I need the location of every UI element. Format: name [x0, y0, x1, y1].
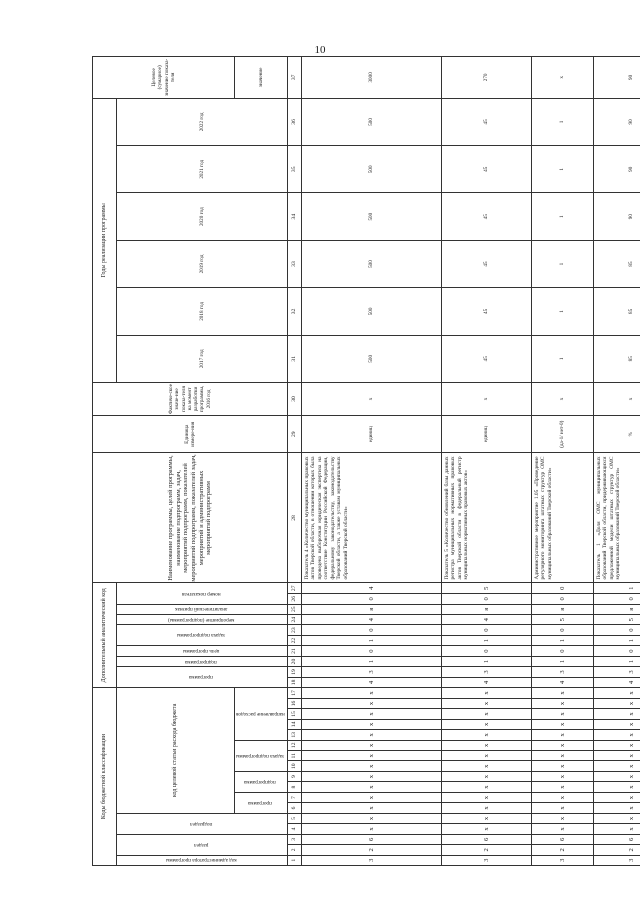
- code-cell: 0: [594, 625, 640, 635]
- year-value-cell: 85: [594, 240, 640, 287]
- code-cell: я: [442, 604, 532, 614]
- year-value-cell: 45: [442, 193, 532, 240]
- code-cell: x: [594, 813, 640, 823]
- unit-cell: %: [594, 416, 640, 453]
- fact-value-column-header: Фактиче-ское значе-ние показа-теля на момент разработки программы, 2016 год: [93, 382, 288, 415]
- rotated-table-wrapper: [92, 56, 640, 866]
- analytic-attr-header: аналитический признак: [117, 604, 288, 614]
- col-number: 20: [288, 656, 302, 666]
- total-value-cell: 270: [442, 57, 532, 99]
- code-cell: x: [442, 719, 532, 729]
- code-cell: x: [594, 688, 640, 699]
- code-cell: x: [532, 792, 594, 802]
- table-row: [442, 57, 532, 866]
- code-cell: x: [302, 761, 442, 771]
- year-value-cell: 500: [302, 240, 442, 287]
- code-cell: x: [594, 709, 640, 719]
- code-cell: 6: [442, 834, 532, 844]
- year-value-cell: 1: [532, 146, 594, 193]
- year-value-cell: 45: [442, 146, 532, 193]
- code-cell: я: [594, 604, 640, 614]
- code-cell: 2: [532, 845, 594, 855]
- code-cell: x: [532, 824, 594, 834]
- col-number: 12: [288, 740, 302, 750]
- code-cell: x: [442, 771, 532, 781]
- year-value-cell: 45: [442, 240, 532, 287]
- unit-cell: единиц: [302, 416, 442, 453]
- code-cell: x: [442, 740, 532, 750]
- code-cell: 3: [302, 855, 442, 865]
- code-cell: 0: [532, 583, 594, 594]
- code-cell: x: [302, 740, 442, 750]
- code-cell: 2: [594, 845, 640, 855]
- analytic-measure-header: мероприятие (подпрограммы): [117, 614, 288, 624]
- code-cell: x: [302, 824, 442, 834]
- code-cell: 3: [594, 855, 640, 865]
- analytic-code-header: Дополнительный аналитический код: [93, 583, 117, 688]
- year-value-cell: 90: [594, 146, 640, 193]
- col-number: 34: [288, 193, 302, 240]
- indicator-name: Показатель 1 «Доля ОМС муниципальных образований Тверской области, придерживающихся предложенной модели штатных структур ОМС муниципальных образований Тверской области»: [594, 453, 640, 583]
- col-number: 10: [288, 761, 302, 771]
- fact-value-cell: x: [594, 382, 640, 415]
- code-cell: 4: [302, 583, 442, 594]
- code-cell: я: [302, 604, 442, 614]
- code-cell: 0: [302, 594, 442, 604]
- code-cell: x: [302, 730, 442, 740]
- code-cell: x: [594, 751, 640, 761]
- year-header-2022: 2022 год: [117, 98, 288, 145]
- col-number: 3: [288, 834, 302, 844]
- code-cell: x: [442, 761, 532, 771]
- code-cell: x: [532, 740, 594, 750]
- admin-code-header: код администратора программы: [117, 855, 288, 865]
- col-number: 33: [288, 240, 302, 287]
- col-number: 5: [288, 813, 302, 823]
- col-number: 16: [288, 698, 302, 708]
- col-number: 36: [288, 98, 302, 145]
- code-cell: 0: [302, 646, 442, 656]
- code-cell: я: [532, 604, 594, 614]
- code-cell: x: [442, 698, 532, 708]
- code-cell: 0: [532, 594, 594, 604]
- target-article-header: код целевой статьи расхода бюджета: [117, 688, 235, 814]
- code-cell: 4: [594, 677, 640, 687]
- col-number: 8: [288, 782, 302, 792]
- year-value-cell: 85: [594, 288, 640, 335]
- year-value-cell: 500: [302, 288, 442, 335]
- col-number: 17: [288, 688, 302, 699]
- code-cell: x: [532, 803, 594, 813]
- code-cell: x: [532, 719, 594, 729]
- year-value-cell: 1: [532, 288, 594, 335]
- code-cell: x: [594, 782, 640, 792]
- year-value-cell: 90: [594, 193, 640, 240]
- year-value-cell: 45: [442, 98, 532, 145]
- column-numbers-row: [288, 57, 302, 866]
- analytic-task-header: задача подпрограммы: [117, 625, 288, 646]
- col-number: 13: [288, 730, 302, 740]
- code-cell: 5: [442, 583, 532, 594]
- header-row-groups: [93, 57, 117, 866]
- year-value-cell: 1: [532, 193, 594, 240]
- year-value-cell: 500: [302, 146, 442, 193]
- code-cell: x: [302, 698, 442, 708]
- code-cell: 0: [442, 646, 532, 656]
- col-number: 24: [288, 614, 302, 624]
- code-cell: 5: [594, 614, 640, 624]
- code-cell: 3: [532, 667, 594, 677]
- col-number: 35: [288, 146, 302, 193]
- col-number: 26: [288, 594, 302, 604]
- code-cell: 0: [442, 594, 532, 604]
- code-cell: x: [442, 730, 532, 740]
- code-cell: x: [594, 824, 640, 834]
- code-cell: 4: [302, 677, 442, 687]
- year-header-2021: 2021 год: [117, 146, 288, 193]
- col-number: 19: [288, 667, 302, 677]
- code-cell: x: [594, 792, 640, 802]
- code-cell: x: [594, 771, 640, 781]
- target-task-header: задача подпрограммы: [235, 740, 288, 771]
- code-cell: x: [302, 803, 442, 813]
- col-number: 32: [288, 288, 302, 335]
- col-number: 31: [288, 335, 302, 382]
- code-cell: 6: [594, 834, 640, 844]
- code-cell: x: [594, 761, 640, 771]
- code-cell: 1: [594, 656, 640, 666]
- code-cell: 3: [442, 855, 532, 865]
- page-number: 10: [314, 44, 326, 56]
- budget-codes-header: Коды бюджетной классификации: [93, 688, 117, 866]
- subsection-header: подраздел: [117, 813, 288, 834]
- total-value-cell: 3000: [302, 57, 442, 99]
- target-direction-header: направление расходов: [235, 688, 288, 740]
- name-column-header: Наименование программы, целей программы, наименование подпрограмм, задач, мероприятий подпрограмм, показателей мероприятий подпрограмм, показателей задач, мероприятий и административных мероприятий подпрограмм: [93, 453, 288, 583]
- code-cell: x: [442, 782, 532, 792]
- year-header-2019: 2019 год: [117, 240, 288, 287]
- col-number: 27: [288, 583, 302, 594]
- col-number: 25: [288, 604, 302, 614]
- code-cell: 1: [532, 656, 594, 666]
- code-cell: x: [442, 803, 532, 813]
- section-header: раздел: [117, 834, 288, 855]
- code-cell: x: [532, 688, 594, 699]
- total-sub-header: значение: [235, 57, 288, 99]
- code-cell: 3: [594, 667, 640, 677]
- code-cell: x: [302, 688, 442, 699]
- total-value-cell: x: [532, 57, 594, 99]
- col-number: 9: [288, 771, 302, 781]
- code-cell: x: [532, 761, 594, 771]
- code-cell: 0: [532, 646, 594, 656]
- fact-value-cell: x: [442, 382, 532, 415]
- col-number: 29: [288, 416, 302, 453]
- year-value-cell: 500: [302, 193, 442, 240]
- fact-value-cell: x: [302, 382, 442, 415]
- code-cell: 5: [532, 614, 594, 624]
- code-cell: 1: [594, 635, 640, 645]
- year-value-cell: 500: [302, 335, 442, 382]
- code-cell: x: [594, 740, 640, 750]
- code-cell: 1: [532, 635, 594, 645]
- col-number: 7: [288, 792, 302, 802]
- code-cell: 1: [594, 583, 640, 594]
- code-cell: x: [532, 771, 594, 781]
- code-cell: 4: [442, 614, 532, 624]
- analytic-program-header: программа: [117, 667, 288, 688]
- year-header-2020: 2020 год: [117, 193, 288, 240]
- table-row: [532, 57, 594, 866]
- year-header-2018: 2018 год: [117, 288, 288, 335]
- code-cell: 0: [594, 594, 640, 604]
- code-cell: x: [532, 709, 594, 719]
- code-cell: x: [302, 719, 442, 729]
- col-number: 15: [288, 709, 302, 719]
- year-value-cell: 45: [442, 335, 532, 382]
- code-cell: x: [594, 719, 640, 729]
- col-number: 30: [288, 382, 302, 415]
- code-cell: x: [532, 813, 594, 823]
- total-value-cell: 90: [594, 57, 640, 99]
- program-indicators-table: [92, 56, 640, 866]
- code-cell: x: [532, 751, 594, 761]
- year-value-cell: 90: [594, 98, 640, 145]
- year-header-2017: 2017 год: [117, 335, 288, 382]
- col-number: 1: [288, 855, 302, 865]
- analytic-goal-header: цель программы: [117, 646, 288, 656]
- col-number: 14: [288, 719, 302, 729]
- code-cell: 3: [442, 667, 532, 677]
- code-cell: x: [442, 751, 532, 761]
- code-cell: x: [532, 782, 594, 792]
- code-cell: 4: [532, 677, 594, 687]
- col-number: 2: [288, 845, 302, 855]
- col-number: 23: [288, 625, 302, 635]
- code-cell: x: [594, 730, 640, 740]
- col-number: 28: [288, 453, 302, 583]
- code-cell: 1: [442, 656, 532, 666]
- year-value-cell: 1: [532, 98, 594, 145]
- code-cell: 1: [302, 656, 442, 666]
- code-cell: 6: [532, 834, 594, 844]
- code-cell: x: [302, 709, 442, 719]
- code-cell: x: [442, 813, 532, 823]
- year-value-cell: 85: [594, 335, 640, 382]
- code-cell: 3: [532, 855, 594, 865]
- code-cell: 4: [442, 677, 532, 687]
- code-cell: 1: [442, 635, 532, 645]
- code-cell: x: [302, 782, 442, 792]
- target-program-header: программа: [235, 792, 288, 813]
- code-cell: x: [594, 803, 640, 813]
- code-cell: 3: [302, 667, 442, 677]
- code-cell: x: [302, 813, 442, 823]
- col-number: 11: [288, 751, 302, 761]
- fact-value-cell: x: [532, 382, 594, 415]
- code-cell: 0: [302, 625, 442, 635]
- code-cell: 0: [594, 646, 640, 656]
- unit-cell: (да-1/ нет-0): [532, 416, 594, 453]
- analytic-subprogram-header: подпрограмма: [117, 656, 288, 666]
- year-value-cell: 1: [532, 240, 594, 287]
- col-number: 21: [288, 646, 302, 656]
- col-number: 4: [288, 824, 302, 834]
- code-cell: x: [442, 824, 532, 834]
- total-value-column-header: Целевое (сумарное) значение показа-теля: [93, 57, 235, 99]
- code-cell: 2: [442, 845, 532, 855]
- indicator-name: Показатель 4 «Количество муниципальных правовых актов Тверской области, в отношении которых была проведена выборочная юридическая экспертиза на соответствие Конституции Российской Федерации, федеральному законодательству, законодательству Тверской области, а также уставам муниципальных образований Тверской области»: [302, 453, 442, 583]
- code-cell: 4: [302, 614, 442, 624]
- code-cell: 1: [302, 635, 442, 645]
- year-value-cell: 45: [442, 288, 532, 335]
- code-cell: 2: [302, 845, 442, 855]
- code-cell: x: [442, 792, 532, 802]
- table-row: [594, 57, 640, 866]
- table-row: [302, 57, 442, 866]
- code-cell: 6: [302, 834, 442, 844]
- code-cell: x: [302, 771, 442, 781]
- col-number: 22: [288, 635, 302, 645]
- analytic-number-header: номер показателя: [117, 583, 288, 604]
- code-cell: x: [302, 792, 442, 802]
- code-cell: x: [532, 730, 594, 740]
- code-cell: 0: [532, 625, 594, 635]
- col-number: 18: [288, 677, 302, 687]
- code-cell: x: [302, 751, 442, 761]
- code-cell: 0: [442, 625, 532, 635]
- col-number: 37: [288, 57, 302, 99]
- code-cell: x: [594, 698, 640, 708]
- code-cell: x: [442, 709, 532, 719]
- target-subprogram-header: подпрограмма: [235, 771, 288, 792]
- unit-cell: единиц: [442, 416, 532, 453]
- code-cell: x: [532, 698, 594, 708]
- indicator-name: Административное мероприятие 1.05 «Проведение регулярного мониторинга штатных структур ОМС муниципальных образований Тверской области»: [532, 453, 594, 583]
- unit-column-header: Единица измере-ния: [93, 416, 288, 453]
- indicator-name: Показатель 5 «Количество обновлений базы данных регистра муниципальных нормативных правовых актов Тверской области в федеральный регистр муниципальных нормативных правовых актов»: [442, 453, 532, 583]
- year-value-cell: 500: [302, 98, 442, 145]
- years-header: Годы реализации программы: [93, 98, 117, 382]
- year-value-cell: 1: [532, 335, 594, 382]
- code-cell: x: [442, 688, 532, 699]
- col-number: 6: [288, 803, 302, 813]
